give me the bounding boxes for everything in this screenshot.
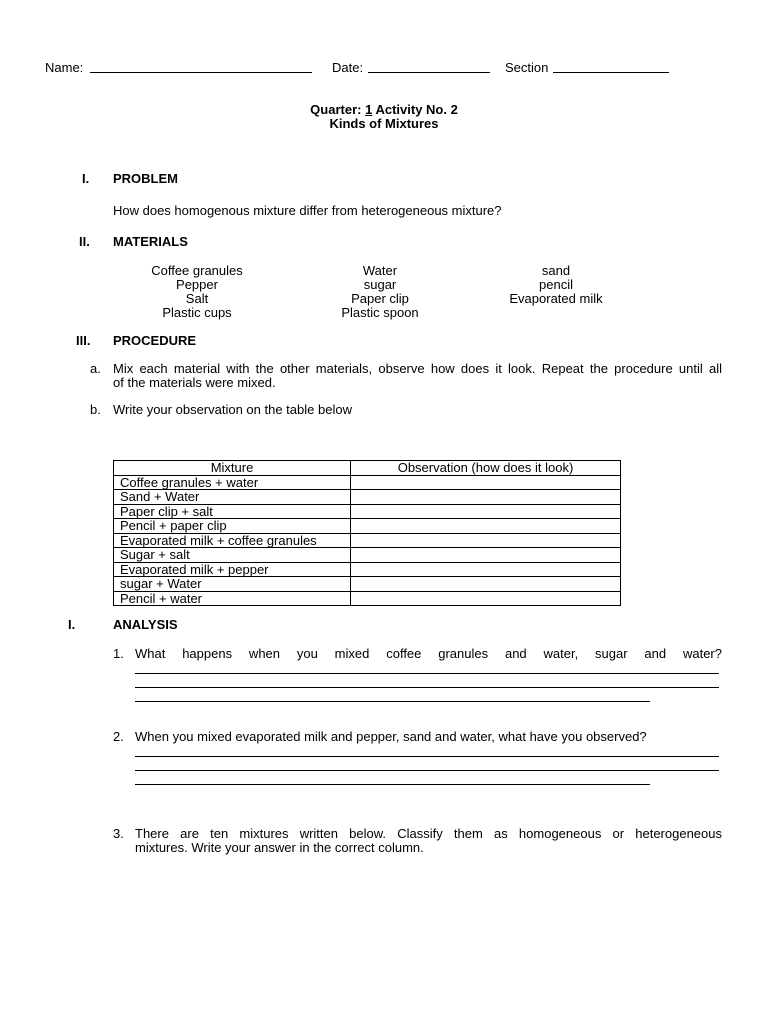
table-row: [114, 562, 621, 577]
material-item: Paper clip: [351, 291, 409, 306]
answer-line[interactable]: [135, 770, 719, 771]
question-1-number: 1.: [113, 646, 124, 661]
analysis-heading: ANALYSIS: [113, 617, 178, 632]
materials-column-2: [300, 264, 460, 320]
material-item: pencil: [539, 277, 573, 292]
procedure-numeral: III.: [76, 333, 91, 348]
name-label: Name:: [45, 60, 84, 75]
name-blank[interactable]: [90, 72, 312, 73]
procedure-b-marker: b.: [90, 402, 101, 417]
problem-numeral: I.: [82, 171, 90, 186]
table-row: [114, 504, 621, 519]
mixture-cell: Pencil + water: [114, 591, 351, 606]
mixture-cell: Evaporated milk + pepper: [114, 562, 351, 577]
date-label: Date:: [332, 60, 364, 75]
material-item: Pepper: [176, 277, 218, 292]
procedure-a-line2: of the materials were mixed.: [113, 375, 276, 390]
material-item: sand: [541, 263, 571, 278]
mixture-cell: Paper clip + salt: [114, 504, 351, 519]
mixture-cell: Evaporated milk + coffee granules: [114, 533, 351, 548]
procedure-heading: PROCEDURE: [113, 333, 197, 348]
materials-numeral: II.: [79, 234, 90, 249]
quarter-value: 1: [365, 102, 373, 117]
question-1-text: What happens when you mixed coffee granules and water, sugar and water?: [135, 646, 722, 661]
problem-text: How does homogenous mixture differ from heterogeneous mixture?: [113, 203, 502, 218]
material-item: Salt: [185, 291, 209, 306]
activity-subtitle: Kinds of Mixtures: [329, 116, 439, 131]
problem-heading: PROBLEM: [113, 171, 178, 186]
observation-table: [113, 460, 621, 606]
table-row: [114, 533, 621, 548]
section-blank[interactable]: [553, 72, 669, 73]
table-row: [114, 490, 621, 505]
question-3-line1: There are ten mixtures written below. Classify them as homogeneous or heterogeneous: [135, 826, 722, 841]
analysis-numeral: I.: [68, 617, 76, 632]
table-row: [114, 475, 621, 490]
question-2-number: 2.: [113, 729, 124, 744]
observation-cell[interactable]: [351, 548, 621, 563]
observation-cell[interactable]: [351, 577, 621, 592]
answer-line[interactable]: [135, 756, 719, 757]
question-2-text: When you mixed evaporated milk and pepper, sand and water, what have you observed?: [135, 729, 647, 744]
observation-cell[interactable]: [351, 591, 621, 606]
materials-column-3: [476, 264, 636, 306]
observation-cell[interactable]: [351, 475, 621, 490]
answer-line[interactable]: [135, 701, 650, 702]
observation-cell[interactable]: [351, 490, 621, 505]
date-blank[interactable]: [368, 72, 490, 73]
observation-cell[interactable]: [351, 519, 621, 534]
procedure-b-text: Write your observation on the table below: [113, 402, 352, 417]
materials-heading: MATERIALS: [113, 234, 188, 249]
column-header-observation: Observation (how does it look): [351, 461, 621, 476]
material-item: Evaporated milk: [509, 291, 603, 306]
table-row: [114, 591, 621, 606]
activity-title: [0, 103, 768, 117]
answer-line[interactable]: [135, 687, 719, 688]
quarter-label: Quarter:: [310, 102, 362, 117]
mixture-cell: sugar + Water: [114, 577, 351, 592]
question-3-number: 3.: [113, 826, 124, 841]
activity-number: Activity No. 2: [375, 102, 458, 117]
observation-cell[interactable]: [351, 562, 621, 577]
mixture-cell: Coffee granules + water: [114, 475, 351, 490]
observation-cell[interactable]: [351, 504, 621, 519]
table-row: [114, 519, 621, 534]
material-item: Plastic cups: [162, 305, 232, 320]
table-header-row: [114, 461, 621, 476]
material-item: Coffee granules: [151, 263, 243, 278]
section-label: Section: [505, 60, 549, 75]
mixture-cell: Pencil + paper clip: [114, 519, 351, 534]
material-item: Plastic spoon: [341, 305, 419, 320]
materials-column-1: [117, 264, 277, 320]
observation-cell[interactable]: [351, 533, 621, 548]
material-item: sugar: [363, 277, 397, 292]
material-item: Water: [362, 263, 398, 278]
question-3-line2: mixtures. Write your answer in the correct column.: [135, 840, 424, 855]
answer-line[interactable]: [135, 673, 719, 674]
answer-line[interactable]: [135, 784, 650, 785]
mixture-cell: Sand + Water: [114, 490, 351, 505]
procedure-a-line1: Mix each material with the other materials, observe how does it look. Repeat the procedure until all: [113, 361, 722, 376]
table-row: [114, 548, 621, 563]
column-header-mixture: Mixture: [114, 461, 351, 476]
procedure-a-marker: a.: [90, 361, 101, 376]
table-row: [114, 577, 621, 592]
mixture-cell: Sugar + salt: [114, 548, 351, 563]
